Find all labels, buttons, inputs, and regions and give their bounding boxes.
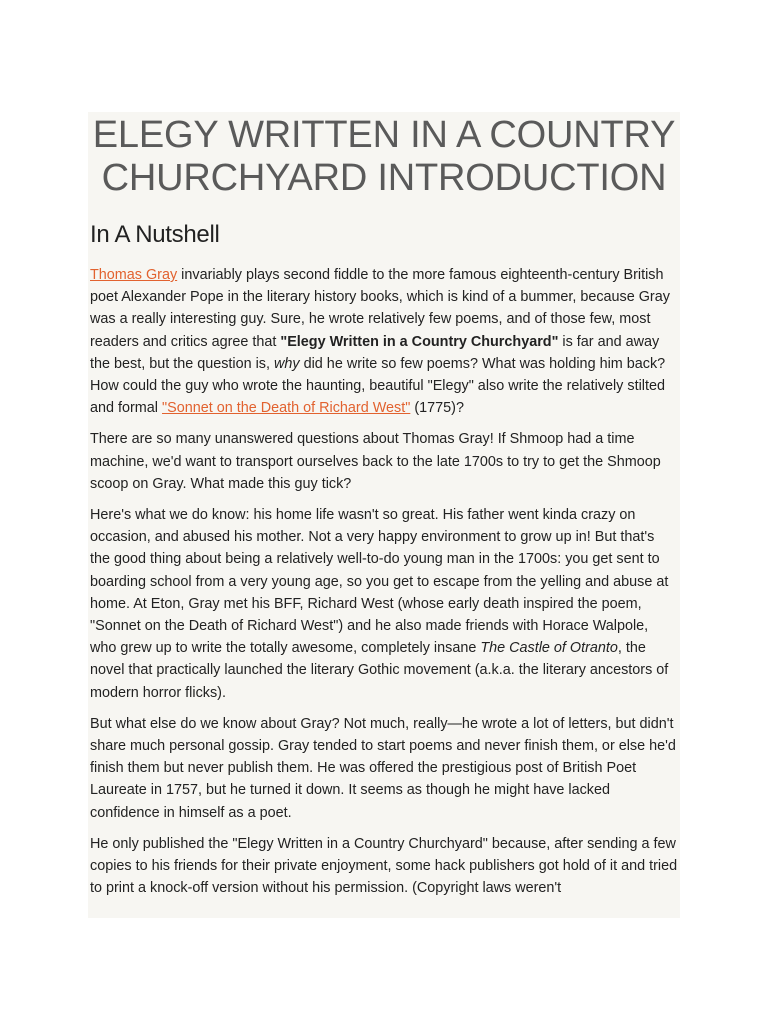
paragraph-4: But what else do we know about Gray? Not much, really—he wrote a lot of letters, but didn't share much personal gossip. Gray tended to start poems and never finish them, or else he'd finish them but never publish them. He was offered the prestigious post of British Poet Laureate in 1757, but he turned it down. It seems as though he might have lacked confidence in himself as a poet. bbox=[90, 715, 676, 821]
thomas-gray-link[interactable]: Thomas Gray bbox=[90, 267, 178, 283]
paragraph-5: He only published the "Elegy Written in a Country Churchyard" because, after sending a few copies to his friends for their private enjoyment, some hack publishers got hold of it and tried to print a knock-off version without his permission. (Copyright laws weren't bbox=[90, 835, 678, 897]
paragraph-1-text-3: did he write so few poems? What was holding him back? How could the guy who wrote the haunting, beautiful "Elegy" also write the relatively stilted and formal bbox=[90, 355, 666, 417]
paragraph-3 bbox=[90, 504, 678, 704]
paragraph-1-text-2: is far and away the best, but the question is, bbox=[90, 333, 660, 372]
paragraph-1-text-4: (1775)? bbox=[410, 400, 464, 417]
why-italic: why bbox=[274, 355, 300, 372]
elegy-title-bold: "Elegy Written in a Country Churchyard" bbox=[280, 333, 559, 350]
paragraph-3-text-2: , the novel that practically launched the literary Gothic movement (a.k.a. the literary ancestors of modern horror flicks). bbox=[90, 640, 669, 701]
castle-of-otranto-italic: The Castle of Otranto bbox=[480, 640, 618, 657]
page-title: ELEGY WRITTEN IN A COUNTRY CHURCHYARD INTRODUCTION bbox=[92, 114, 676, 199]
article-body bbox=[88, 264, 680, 899]
sonnet-link[interactable]: "Sonnet on the Death of Richard West" bbox=[162, 400, 411, 417]
paragraph-1 bbox=[90, 264, 678, 419]
paragraph-2: There are so many unanswered questions about Thomas Gray! If Shmoop had a time machine, we'd want to transport ourselves back to the late 1700s to try to get the Shmoop scoop on Gray. What made this guy tick? bbox=[90, 431, 661, 492]
section-heading: In A Nutshell bbox=[90, 221, 220, 248]
document-page bbox=[88, 112, 680, 918]
paragraph-1-text-1: invariably plays second fiddle to the more famous eighteenth-century British poet Alexander Pope in the literary history books, which is kind of a bummer, because Gray was a really interesting guy. Sure, he wrote relatively few poems, and of those few, most readers and critics agree that bbox=[90, 267, 670, 350]
paragraph-3-text-1: Here's what we do know: his home life wasn't so great. His father went kinda crazy on occasion, and abused his mother. Not a very happy environment to grow up in! But that's the good thing about being a relatively well-to-do young man in the 1700s: you get sent to boarding school from a very young age, so you get to escape from the yelling and abuse at home. At Eton, Gray met his BFF, Richard West (whose early death inspired the poem, "Sonnet on the Death of Richard West") and he also made friends with Horace Walpole, who grew up to write the totally awesome, completely insane bbox=[90, 507, 669, 657]
